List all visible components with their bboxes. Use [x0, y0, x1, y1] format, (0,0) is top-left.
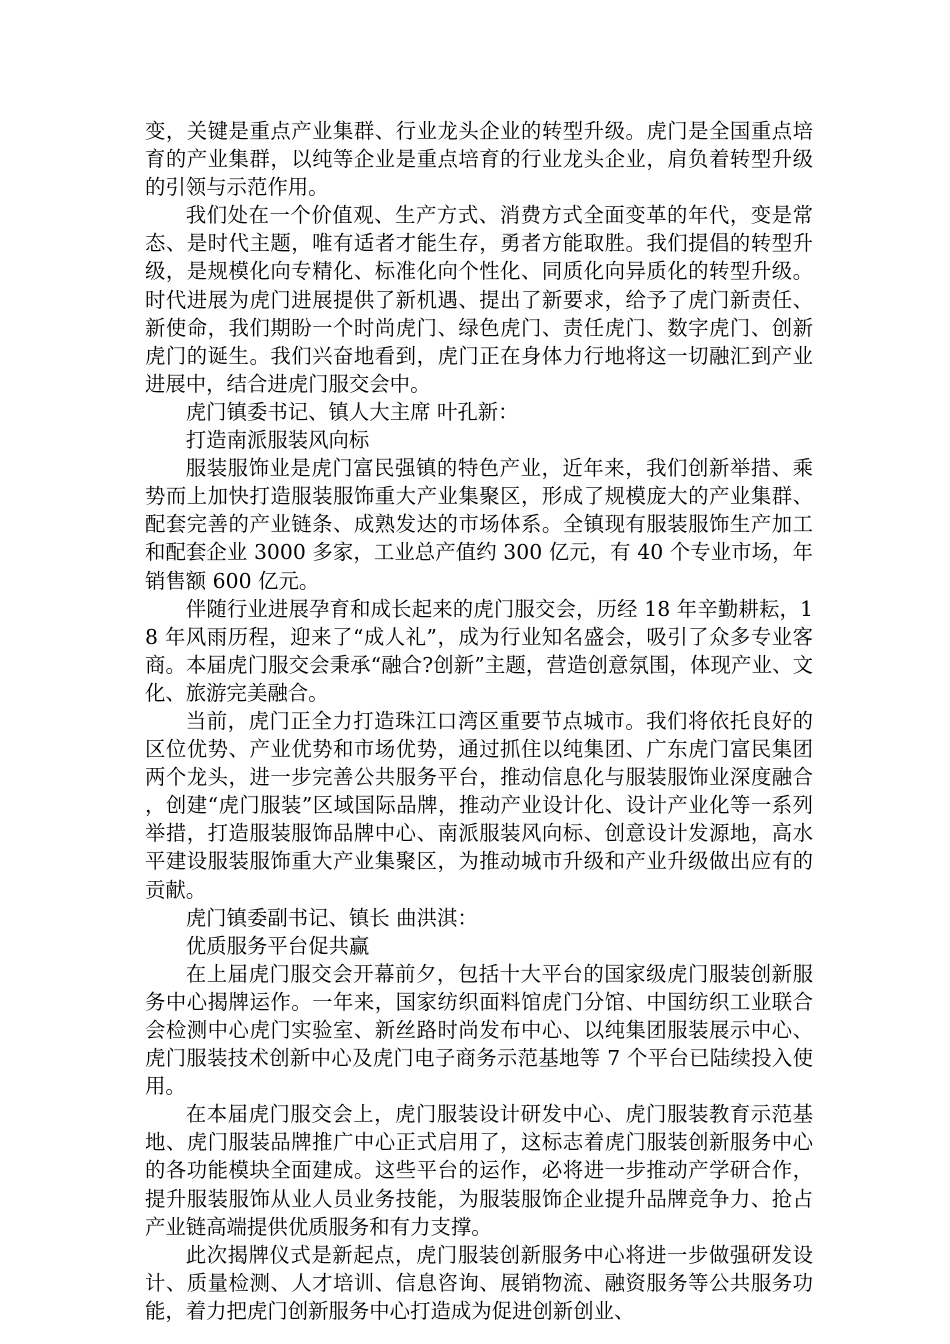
paragraph-7: 在本届虎门服交会上，虎门服装设计研发中心、虎门服装教育示范基地、虎门服装品牌推广中心正式启用了，这标志着虎门服装创新服务中心的各功能模块全面建成。这些平台的运作，必将进一步推动产学研合作，提升服装服饰从业人员业务技能，为服装服饰企业提升品牌竞争力、抢占产业链高端提供优质服务和有力支撑。 — [145, 1102, 813, 1239]
section-heading-1: 打造南派服装风向标 — [185, 428, 370, 453]
speaker-line-1: 虎门镇委书记、镇人大主席 叶孔新： — [185, 399, 519, 424]
paragraph-6: 在上届虎门服交会开幕前夕，包括十大平台的国家级虎门服装创新服务中心揭牌运作。一年来，国家纺织面料馆虎门分馆、中国纺织工业联合会检测中心虎门实验室、新丝路时尚发布中心、以纯集团服装展示中心、虎门服装技术创新中心及虎门电子商务示范基地等 7 个平台已陆续投入使用。 — [145, 961, 813, 1099]
paragraph-5: 当前，虎门正全力打造珠江口湾区重要节点城市。我们将依托良好的区位优势、产业优势和市场优势，通过抓住以纯集团、广东虎门富民集团两个龙头，进一步完善公共服务平台，推动信息化与服装服饰业深度融合，创建“虎门服装”区域国际品牌，推动产业设计化、设计产业化等一系列举措，打造服装服饰品牌中心、南派服装风向标、创意设计发源地，高水平建设服装服饰重大产业集聚区，为推动城市升级和产业升级做出应有的贡献。 — [145, 708, 813, 902]
paragraph-4: 伴随行业进展孕育和成长起来的虎门服交会，历经 18 年辛勤耕耘，18 年风雨历程，迎来了“成人礼”，成为行业知名盛会，吸引了众多专业客商。本届虎门服交会秉承“融合?创新”主题，营造创意氛围，体现产业、文化、旅游完美融合。 — [145, 596, 813, 705]
section-heading-2: 优质服务平台促共赢 — [185, 933, 370, 958]
paragraph-3: 服装服饰业是虎门富民强镇的特色产业，近年来，我们创新举措、乘势而上加快打造服装服饰重大产业集聚区，形成了规模庞大的产业集群、配套完善的产业链条、成熟发达的市场体系。全镇现有服装服饰生产加工和配套企业 3000 多家，工业总产值约 300 亿元，有 40 个专业市场，年销售额 600 亿元。 — [145, 456, 813, 593]
paragraph-8: 此次揭牌仪式是新起点，虎门服装创新服务中心将进一步做强研发设计、质量检测、人才培训、信息咨询、展销物流、融资服务等公共服务功能，着力把虎门创新服务中心打造成为促进创新创业、 — [145, 1242, 813, 1323]
paragraph-1: 变，关键是重点产业集群、行业龙头企业的转型升级。虎门是全国重点培育的产业集群，以纯等企业是重点培育的行业龙头企业，肩负着转型升级的引领与示范作用。 — [145, 119, 813, 200]
paragraph-2: 我们处在一个价值观、生产方式、消费方式全面变革的年代，变是常态、是时代主题，唯有适者才能生存，勇者方能取胜。我们提倡的转型升级，是规模化向专精化、标准化向个性化、同质化向异质化的转型升级。时代进展为虎门进展提供了新机遇、提出了新要求，给予了虎门新责任、新使命，我们期盼一个时尚虎门、绿色虎门、责任虎门、数字虎门、创新虎门的诞生。我们兴奋地看到，虎门正在身体力行地将这一切融汇到产业进展中，结合进虎门服交会中。 — [145, 203, 813, 396]
speaker-line-2: 虎门镇委副书记、镇长 曲洪淇： — [185, 905, 478, 930]
document-page — [145, 117, 813, 1325]
